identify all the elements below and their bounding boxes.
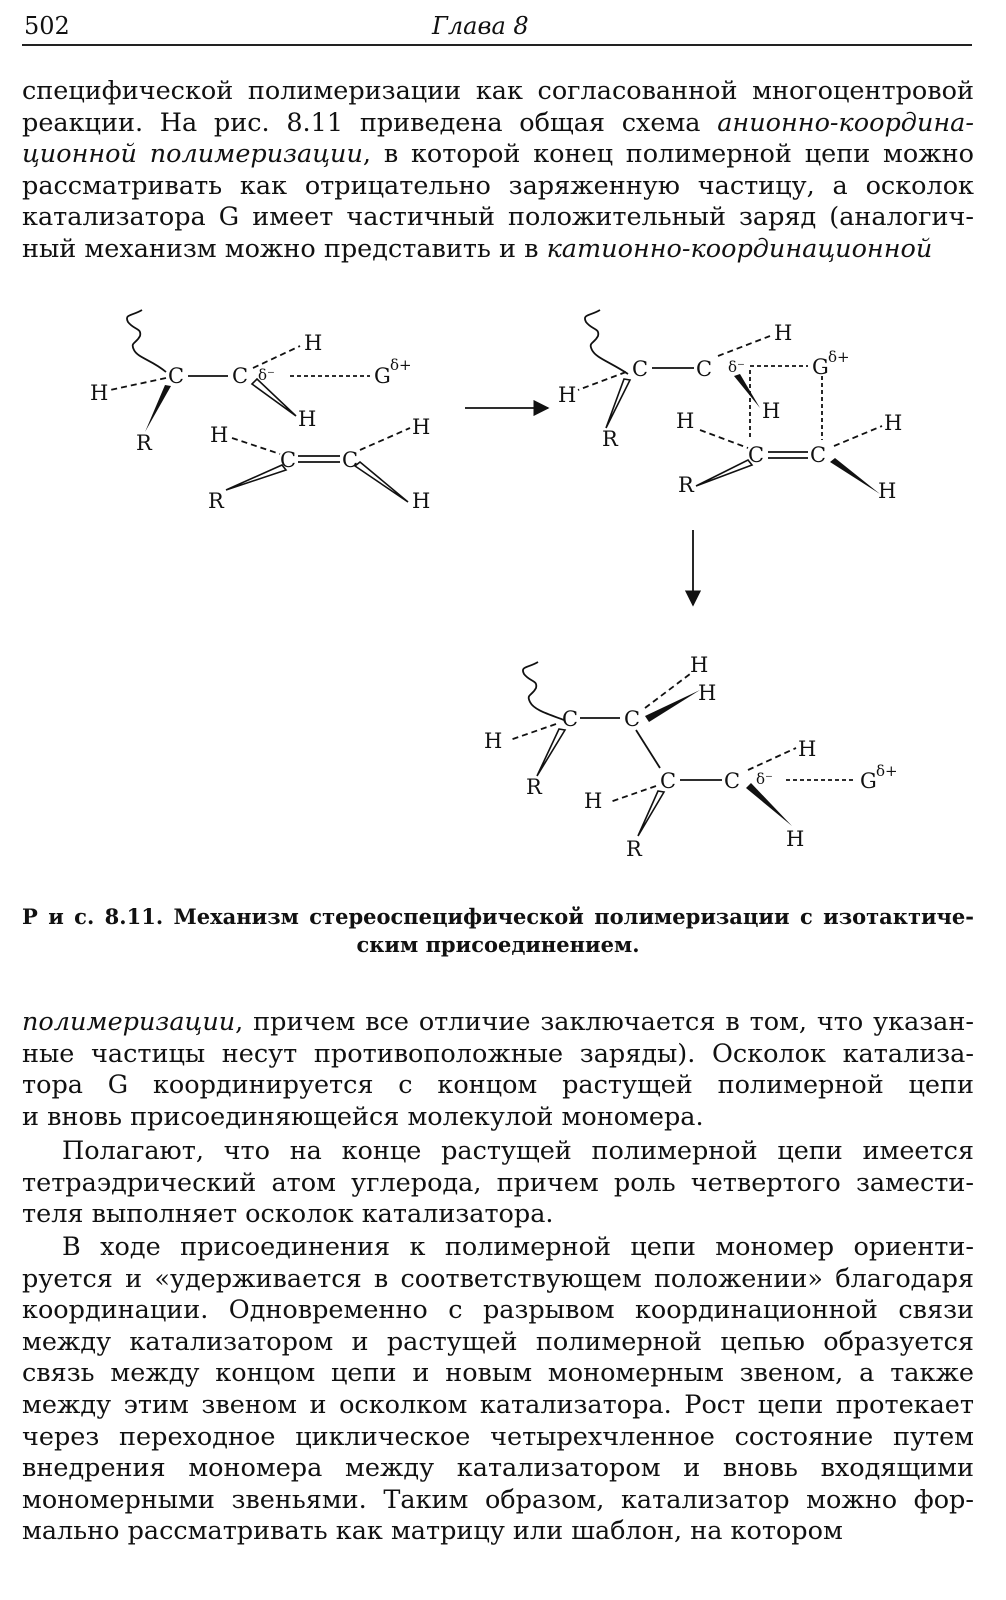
atom-c: C	[660, 769, 677, 793]
atom-r: R	[526, 775, 542, 799]
text-run: между этим звеном и осколком катализатора. Рост цепи протекает	[22, 1389, 974, 1420]
atom-r: R	[136, 431, 152, 455]
figure-caption	[22, 903, 974, 959]
atom-c: C	[724, 769, 741, 793]
text-run: ный механизм можно представить и в	[22, 233, 547, 264]
text-run: , в которой конец полимерной цепи можно	[362, 139, 974, 170]
text-line	[22, 1102, 974, 1134]
atom-c: C	[810, 443, 827, 467]
text-run: через переходное циклическое четырехчленное состояние путем	[22, 1421, 974, 1452]
atom-h: H	[584, 789, 603, 813]
atom-c: C	[632, 357, 649, 381]
atom-h: H	[304, 331, 323, 355]
text-run: между катализатором и растущей полимерной цепью образуется	[22, 1326, 974, 1357]
atom-h: H	[762, 399, 781, 423]
text-run: мально рассматривать как матрицу или шаблон, на котором	[22, 1516, 843, 1547]
text-line	[22, 1264, 974, 1296]
italic-term: ционной полимеризации	[22, 139, 363, 170]
atom-c: C	[562, 707, 579, 731]
caption-line: Р и с. 8.11. Механизм стереоспецифической полимеризации с изотактиче-	[22, 904, 974, 929]
atom-h: H	[878, 479, 897, 503]
atom-h: H	[412, 415, 431, 439]
text-line	[22, 202, 974, 234]
paragraph-2	[22, 1007, 974, 1133]
atom-h: H	[676, 409, 695, 433]
catalyst-g: G	[374, 364, 391, 388]
page-number: 502	[24, 12, 70, 40]
delta-plus-label: δ+	[876, 762, 898, 780]
text-run: рассматривать как отрицательно заряженную частицу, а осколок	[22, 170, 974, 201]
atom-h: H	[698, 681, 717, 705]
text-run: ные частицы несут противоположные заряды). Осколок катализа-	[22, 1038, 974, 1069]
delta-minus-label: δ⁻	[756, 770, 773, 788]
text-run: руется и «удерживается в соответствующем положении» благодаря	[22, 1263, 974, 1294]
running-head: Глава 8	[432, 12, 529, 40]
atom-c: C	[168, 364, 185, 388]
text-line	[22, 1390, 974, 1422]
text-line	[22, 1516, 974, 1548]
text-run: и вновь присоединяющейся молекулой мономера.	[22, 1101, 704, 1132]
paragraph-4	[22, 1232, 974, 1548]
text-run: связь между концом цепи и новым мономерным звеном, а также	[22, 1358, 974, 1389]
text-run: координации. Одновременно с разрывом координационной связи	[22, 1295, 974, 1326]
text-run: катализатора G имеет частичный положительный заряд (аналогич-	[22, 202, 974, 233]
atom-h: H	[774, 321, 793, 345]
monomer-ethylene	[226, 428, 410, 502]
delta-minus-label: δ⁻	[258, 366, 275, 384]
atom-c: C	[696, 357, 713, 381]
page-header	[22, 10, 972, 46]
text-line	[22, 1295, 974, 1327]
text-run: внедрения мономера между катализатором и вновь входящими	[22, 1453, 974, 1484]
atom-r: R	[208, 489, 224, 513]
italic-term: анионно-координа-	[717, 107, 974, 138]
reaction-scheme	[0, 290, 1006, 890]
figure-8-11	[0, 290, 1006, 890]
atom-labels	[90, 321, 902, 861]
transition-state	[578, 310, 882, 494]
italic-term: катионно-координационной	[546, 233, 933, 264]
catalyst-g: G	[860, 769, 877, 793]
atom-c: C	[624, 707, 641, 731]
text-line	[22, 1327, 974, 1359]
text-run: специфической полимеризации как согласованной многоцентровой	[22, 76, 974, 106]
atom-r: R	[678, 473, 694, 497]
caption-line: ским присоединением.	[356, 932, 640, 957]
italic-term: полимеризации	[22, 1007, 236, 1037]
text-run: реакции. На рис. 8.11 приведена общая схема	[22, 107, 718, 138]
atom-c: C	[280, 448, 297, 472]
text-line	[22, 1358, 974, 1390]
text-line	[22, 76, 974, 108]
text-run: тора G координируется с концом растущей полимерной цепи	[22, 1070, 974, 1101]
text-run: В ходе присоединения к полимерной цепи мономер ориенти-	[62, 1232, 974, 1262]
atom-h: H	[884, 411, 903, 435]
atom-r: R	[626, 837, 642, 861]
delta-plus-label: δ+	[828, 348, 850, 366]
text-line	[22, 1007, 974, 1039]
text-line	[22, 108, 974, 140]
text-line	[22, 234, 974, 266]
text-line	[22, 139, 974, 171]
text-line	[22, 1070, 974, 1102]
text-run: Полагают, что на конце растущей полимерной цепи имеется	[62, 1136, 974, 1166]
text-run: мономерными звеньями. Таким образом, катализатор можно фор-	[22, 1484, 974, 1515]
text-line	[22, 1168, 974, 1200]
atom-h: H	[798, 737, 817, 761]
atom-h: H	[90, 381, 109, 405]
text-line	[22, 1136, 974, 1168]
text-line	[22, 1199, 974, 1231]
atom-h: H	[298, 407, 317, 431]
atom-h: H	[484, 729, 503, 753]
text-line	[22, 1232, 974, 1264]
text-line	[22, 1485, 974, 1517]
text-line	[22, 171, 974, 203]
paragraph-1	[22, 76, 974, 266]
atom-h: H	[210, 423, 229, 447]
atom-h: H	[412, 489, 431, 513]
text-run: теля выполняет осколок катализатора.	[22, 1199, 554, 1230]
atom-c: C	[748, 443, 765, 467]
atom-c: C	[232, 364, 249, 388]
text-run: тетраэдрический атом углерода, причем роль четвертого замести-	[22, 1167, 974, 1198]
paragraph-3	[22, 1136, 974, 1231]
text-line	[22, 1039, 974, 1071]
text-line	[22, 1453, 974, 1485]
catalyst-g: G	[812, 355, 829, 379]
delta-minus-label: δ⁻	[728, 358, 745, 376]
text-run: , причем все отличие заключается в том, что указан-	[235, 1007, 974, 1037]
atom-r: R	[602, 427, 618, 451]
delta-plus-label: δ+	[390, 356, 412, 374]
atom-c: C	[342, 448, 359, 472]
atom-h: H	[786, 827, 805, 851]
atom-h: H	[558, 383, 577, 407]
atom-h: H	[690, 653, 709, 677]
text-line	[22, 1422, 974, 1454]
